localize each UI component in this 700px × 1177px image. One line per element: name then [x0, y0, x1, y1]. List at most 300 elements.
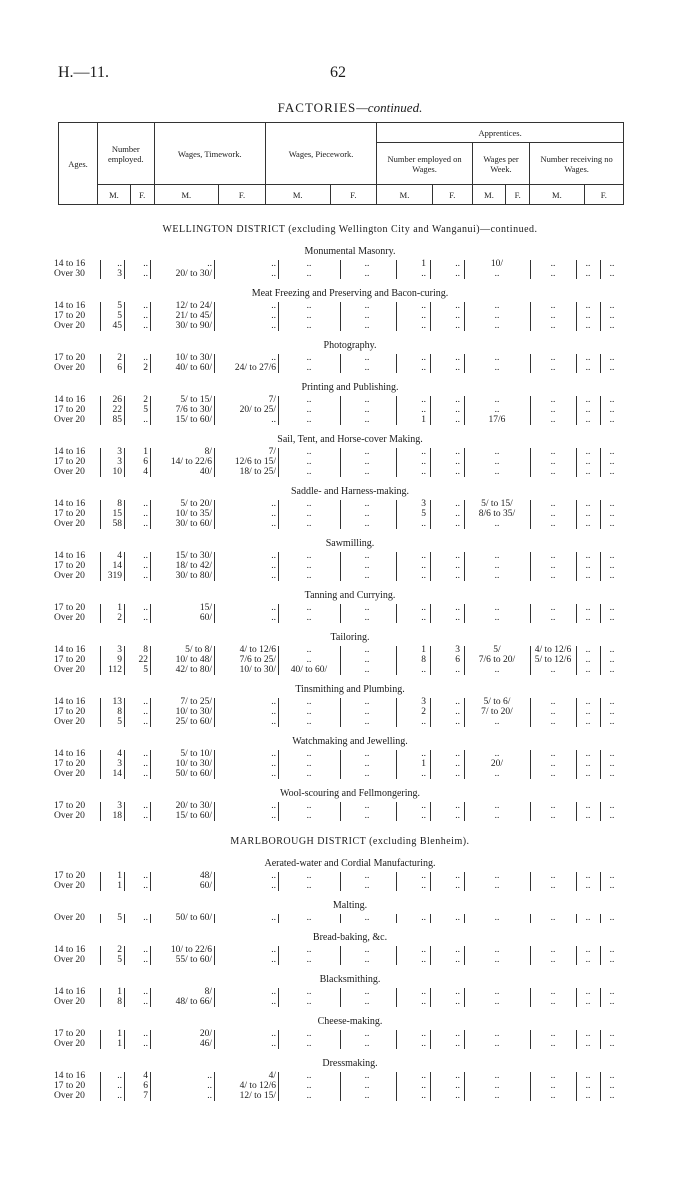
cell-no-wages-m: ..	[585, 801, 591, 811]
column-rule	[124, 802, 125, 821]
column-rule	[600, 802, 601, 821]
cell-number-m: 112	[108, 665, 122, 675]
cell-number-f: ..	[143, 519, 148, 529]
column-rule	[214, 914, 215, 923]
cell-timework-f: ..	[271, 717, 276, 727]
cell-app-number-f: ..	[455, 447, 460, 457]
cell-timework-f: 10/ to 30/	[239, 665, 276, 675]
cell-timework-m: 10/ to 30/	[175, 707, 212, 717]
column-rule	[340, 750, 341, 779]
title-suffix: —continued.	[356, 100, 423, 115]
cell-no-wages-f: ..	[609, 1081, 615, 1091]
cell-age: 17 to 20	[54, 353, 86, 363]
cell-app-wages-m: ..	[494, 749, 500, 759]
cell-number-f: ..	[143, 269, 148, 279]
column-rule	[530, 750, 531, 779]
cell-piecework-f: ..	[364, 499, 370, 509]
cell-number-f: ..	[143, 1039, 148, 1049]
cell-timework-f: ..	[271, 871, 276, 881]
cell-app-wages-m: ..	[494, 881, 500, 891]
cell-app-number-f: ..	[455, 395, 460, 405]
cell-app-number-f: ..	[455, 571, 460, 581]
cell-no-wages-f: ..	[609, 311, 615, 321]
column-rule	[100, 1072, 101, 1101]
cell-piecework-f: ..	[364, 955, 370, 965]
cell-app-wages-f: ..	[550, 571, 556, 581]
cell-timework-f: ..	[271, 415, 276, 425]
table-row	[0, 997, 700, 1007]
column-rule	[530, 1030, 531, 1049]
cell-no-wages-m: ..	[585, 645, 591, 655]
cell-piecework-f: ..	[364, 447, 370, 457]
cell-app-wages-m: 10/	[490, 259, 504, 269]
column-rule	[430, 396, 431, 425]
column-rule	[576, 802, 577, 821]
cell-number-m: 4	[117, 551, 122, 561]
column-rule	[278, 354, 279, 373]
table-row	[0, 311, 700, 321]
cell-number-f: ..	[143, 499, 148, 509]
cell-piecework-m: ..	[306, 603, 312, 613]
column-rule	[576, 552, 577, 581]
cell-piecework-f: ..	[364, 665, 370, 675]
cell-app-wages-m: ..	[494, 311, 500, 321]
column-rule	[278, 988, 279, 1007]
cell-age: 17 to 20	[54, 707, 86, 717]
column-rule	[576, 914, 577, 923]
table-row	[0, 561, 700, 571]
cell-number-m: 22	[112, 405, 122, 415]
cell-timework-m: 20/	[199, 1029, 212, 1039]
column-rule	[430, 552, 431, 581]
district-heading: MARLBOROUGH DISTRICT (excluding Blenheim).	[230, 836, 470, 847]
cell-app-number-m: ..	[421, 1039, 426, 1049]
cell-piecework-m: ..	[306, 415, 312, 425]
col-m: M.	[265, 185, 330, 205]
column-rule	[396, 750, 397, 779]
cell-app-number-m: ..	[421, 945, 426, 955]
cell-piecework-f: ..	[364, 945, 370, 955]
cell-app-number-m: ..	[421, 769, 426, 779]
cell-timework-m: ..	[207, 1091, 212, 1101]
table-row	[0, 811, 700, 821]
cell-app-number-m: ..	[421, 749, 426, 759]
cell-age: Over 20	[54, 519, 85, 529]
cell-number-m: 15	[112, 509, 122, 519]
cell-timework-m: 7/6 to 30/	[175, 405, 212, 415]
table-row	[0, 955, 700, 965]
cell-app-wages-m: 5/ to 6/	[483, 697, 511, 707]
cell-no-wages-f: ..	[609, 717, 615, 727]
cell-no-wages-f: ..	[609, 1029, 615, 1039]
cell-app-number-m: ..	[421, 405, 426, 415]
column-rule	[464, 914, 465, 923]
cell-age: 14 to 16	[54, 259, 86, 269]
cell-app-number-m: ..	[421, 997, 426, 1007]
cell-timework-f: ..	[271, 311, 276, 321]
cell-app-number-m: ..	[421, 801, 426, 811]
cell-piecework-m: ..	[306, 311, 312, 321]
cell-no-wages-f: ..	[609, 997, 615, 1007]
column-rule	[576, 698, 577, 727]
cell-piecework-f: ..	[364, 259, 370, 269]
cell-number-m: 2	[117, 353, 122, 363]
cell-app-number-m: ..	[421, 571, 426, 581]
column-rule	[430, 354, 431, 373]
cell-number-f: 8	[143, 645, 148, 655]
cell-piecework-m: ..	[306, 467, 312, 477]
cell-piecework-f: ..	[364, 509, 370, 519]
cell-timework-m: 30/ to 90/	[175, 321, 212, 331]
cell-number-f: ..	[143, 987, 148, 997]
cell-app-number-m: ..	[421, 881, 426, 891]
cell-app-number-m: ..	[421, 1081, 426, 1091]
column-rule	[530, 646, 531, 675]
cell-age: 17 to 20	[54, 801, 86, 811]
cell-timework-m: 50/ to 60/	[175, 769, 212, 779]
column-rule	[464, 646, 465, 675]
table-row	[0, 519, 700, 529]
cell-no-wages-f: ..	[609, 259, 615, 269]
cell-piecework-m: ..	[306, 259, 312, 269]
column-rule	[530, 946, 531, 965]
cell-app-wages-m: ..	[494, 987, 500, 997]
column-rule	[340, 354, 341, 373]
table-row	[0, 1091, 700, 1101]
column-rule	[530, 988, 531, 1007]
cell-app-number-f: ..	[455, 987, 460, 997]
column-rule	[600, 302, 601, 331]
col-wages-piecework: Wages, Piecework.	[265, 123, 376, 185]
cell-number-f: ..	[143, 415, 148, 425]
cell-number-m: 4	[117, 749, 122, 759]
cell-app-number-f: 3	[455, 645, 460, 655]
cell-no-wages-f: ..	[609, 1071, 615, 1081]
col-ages: Ages.	[59, 123, 98, 205]
column-rule	[464, 500, 465, 529]
cell-no-wages-m: ..	[585, 913, 591, 923]
table-row	[0, 769, 700, 779]
table-row	[0, 269, 700, 279]
cell-piecework-f: ..	[364, 561, 370, 571]
column-rule	[340, 988, 341, 1007]
table-row	[0, 913, 700, 923]
cell-no-wages-m: ..	[585, 363, 591, 373]
cell-app-wages-m: ..	[494, 945, 500, 955]
cell-app-wages-f: ..	[550, 519, 556, 529]
cell-no-wages-m: ..	[585, 707, 591, 717]
column-rule	[278, 698, 279, 727]
cell-age: 17 to 20	[54, 759, 86, 769]
trade-heading: Meat Freezing and Preserving and Bacon-curing.	[251, 288, 449, 299]
cell-app-wages-m: ..	[494, 447, 500, 457]
cell-timework-f: 7/	[268, 395, 276, 405]
column-rule	[124, 500, 125, 529]
cell-age: 17 to 20	[54, 655, 86, 665]
cell-number-f: ..	[143, 717, 148, 727]
cell-age: 17 to 20	[54, 509, 86, 519]
column-rule	[214, 802, 215, 821]
column-rule	[214, 750, 215, 779]
cell-piecework-f: ..	[364, 613, 370, 623]
cell-app-wages-m: ..	[494, 603, 500, 613]
cell-app-wages-f: ..	[550, 697, 556, 707]
cell-app-wages-m: ..	[494, 1029, 500, 1039]
trade-heading: Malting.	[332, 900, 368, 911]
cell-app-number-m: ..	[421, 269, 426, 279]
column-rule	[124, 946, 125, 965]
cell-number-m: 3	[117, 645, 122, 655]
cell-number-f: ..	[143, 1029, 148, 1039]
column-rule	[278, 500, 279, 529]
column-rule	[100, 552, 101, 581]
cell-timework-m: 10/ to 30/	[175, 759, 212, 769]
cell-timework-f: 4/ to 12/6	[239, 1081, 276, 1091]
column-rule	[396, 914, 397, 923]
cell-piecework-m: ..	[306, 945, 312, 955]
cell-number-m: 5	[117, 301, 122, 311]
cell-number-f: ..	[143, 945, 148, 955]
column-rule	[124, 872, 125, 891]
cell-number-f: ..	[143, 801, 148, 811]
cell-timework-f: ..	[271, 955, 276, 965]
cell-timework-m: 15/	[199, 603, 212, 613]
cell-no-wages-m: ..	[585, 945, 591, 955]
cell-timework-f: ..	[271, 707, 276, 717]
column-rule	[340, 448, 341, 477]
cell-app-wages-m: ..	[494, 301, 500, 311]
cell-app-number-m: ..	[421, 987, 426, 997]
cell-app-number-m: ..	[421, 561, 426, 571]
cell-no-wages-m: ..	[585, 269, 591, 279]
trade-heading: Watchmaking and Jewelling.	[292, 736, 408, 747]
trade-heading: Cheese-making.	[317, 1016, 383, 1027]
cell-number-m: 9	[117, 655, 122, 665]
cell-timework-m: 60/	[199, 881, 212, 891]
cell-piecework-m: ..	[306, 519, 312, 529]
column-rule	[464, 302, 465, 331]
cell-piecework-m: ..	[306, 571, 312, 581]
cell-piecework-m: ..	[306, 405, 312, 415]
column-rule	[278, 946, 279, 965]
cell-app-number-m: ..	[421, 1029, 426, 1039]
cell-piecework-m: ..	[306, 997, 312, 1007]
cell-app-wages-m: ..	[494, 613, 500, 623]
column-rule	[124, 1072, 125, 1101]
column-rule	[430, 946, 431, 965]
cell-no-wages-f: ..	[609, 749, 615, 759]
cell-timework-f: ..	[271, 769, 276, 779]
table-row	[0, 871, 700, 881]
cell-age: 17 to 20	[54, 871, 86, 881]
cell-app-wages-f: ..	[550, 881, 556, 891]
cell-no-wages-m: ..	[585, 1029, 591, 1039]
table-row	[0, 645, 700, 655]
cell-app-wages-f: ..	[550, 1071, 556, 1081]
table-row	[0, 881, 700, 891]
cell-no-wages-m: ..	[585, 997, 591, 1007]
cell-number-m: 85	[112, 415, 122, 425]
cell-piecework-m: ..	[306, 1081, 312, 1091]
column-rule	[600, 946, 601, 965]
cell-piecework-f: ..	[364, 363, 370, 373]
column-rule	[150, 1030, 151, 1049]
column-rule	[214, 604, 215, 623]
column-rule	[396, 872, 397, 891]
cell-number-m: 5	[117, 311, 122, 321]
column-rule	[340, 500, 341, 529]
column-rule	[576, 646, 577, 675]
cell-app-wages-m: ..	[494, 1039, 500, 1049]
column-rule	[340, 260, 341, 279]
column-rule	[278, 396, 279, 425]
cell-app-wages-f: ..	[550, 259, 556, 269]
column-rule	[150, 988, 151, 1007]
cell-no-wages-f: ..	[609, 955, 615, 965]
cell-age: 14 to 16	[54, 749, 86, 759]
column-rule	[340, 302, 341, 331]
column-rule	[150, 500, 151, 529]
cell-timework-f: ..	[271, 945, 276, 955]
cell-number-f: 6	[143, 1081, 148, 1091]
cell-app-number-f: ..	[455, 603, 460, 613]
cell-app-number-f: ..	[455, 717, 460, 727]
cell-app-wages-f: ..	[550, 759, 556, 769]
cell-app-number-m: ..	[421, 519, 426, 529]
column-rule	[124, 988, 125, 1007]
column-rule	[430, 302, 431, 331]
cell-no-wages-m: ..	[585, 613, 591, 623]
column-rule	[464, 448, 465, 477]
cell-piecework-f: ..	[364, 1029, 370, 1039]
table-row	[0, 457, 700, 467]
cell-no-wages-m: ..	[585, 769, 591, 779]
cell-app-wages-m: 8/6 to 35/	[478, 509, 516, 519]
column-rule	[576, 750, 577, 779]
cell-app-wages-f: ..	[550, 955, 556, 965]
column-rule	[124, 396, 125, 425]
table-row	[0, 551, 700, 561]
cell-piecework-m: ..	[306, 457, 312, 467]
column-rule	[600, 396, 601, 425]
cell-app-wages-f: ..	[550, 311, 556, 321]
cell-no-wages-m: ..	[585, 1039, 591, 1049]
cell-timework-m: 30/ to 80/	[175, 571, 212, 581]
cell-timework-m: 42/ to 80/	[175, 665, 212, 675]
col-app-wages-per-week: Wages per Week.	[472, 143, 529, 185]
cell-piecework-f: ..	[364, 551, 370, 561]
cell-age: 14 to 16	[54, 1071, 86, 1081]
table-row	[0, 707, 700, 717]
column-rule	[396, 802, 397, 821]
cell-age: 17 to 20	[54, 561, 86, 571]
column-rule	[100, 302, 101, 331]
column-rule	[576, 500, 577, 529]
cell-no-wages-m: ..	[585, 301, 591, 311]
report-code: H.—11.	[58, 64, 109, 81]
cell-piecework-m: ..	[306, 551, 312, 561]
cell-number-m: 3	[117, 759, 122, 769]
cell-number-m: 5	[117, 955, 122, 965]
cell-age: 14 to 16	[54, 697, 86, 707]
column-rule	[100, 500, 101, 529]
cell-piecework-m: ..	[306, 509, 312, 519]
cell-app-number-f: ..	[455, 1091, 460, 1101]
cell-timework-f: ..	[271, 613, 276, 623]
column-rule	[600, 646, 601, 675]
column-rule	[100, 604, 101, 623]
cell-app-number-f: ..	[455, 301, 460, 311]
column-rule	[430, 1072, 431, 1101]
trade-heading: Photography.	[323, 340, 377, 351]
cell-app-wages-f: ..	[550, 447, 556, 457]
column-rule	[576, 260, 577, 279]
column-rule	[464, 604, 465, 623]
table-row	[0, 467, 700, 477]
cell-timework-m: ..	[207, 259, 212, 269]
col-m: M.	[154, 185, 219, 205]
cell-piecework-f: ..	[364, 881, 370, 891]
column-rule	[124, 302, 125, 331]
cell-app-wages-f: ..	[550, 665, 556, 675]
column-rule	[150, 750, 151, 779]
cell-app-number-m: ..	[421, 613, 426, 623]
cell-app-wages-m: ..	[494, 405, 500, 415]
cell-no-wages-m: ..	[585, 717, 591, 727]
cell-app-number-m: ..	[421, 363, 426, 373]
cell-number-m: 3	[117, 457, 122, 467]
column-rule	[124, 646, 125, 675]
cell-app-number-m: ..	[421, 395, 426, 405]
cell-timework-f: 18/ to 25/	[239, 467, 276, 477]
table-row	[0, 697, 700, 707]
column-rule	[340, 1072, 341, 1101]
cell-app-wages-m: ..	[494, 665, 500, 675]
cell-number-m: 3	[117, 447, 122, 457]
cell-timework-m: 25/ to 60/	[175, 717, 212, 727]
cell-piecework-m: ..	[306, 1039, 312, 1049]
column-rule	[150, 354, 151, 373]
cell-timework-m: 30/ to 60/	[175, 519, 212, 529]
table-row	[0, 945, 700, 955]
cell-piecework-f: ..	[364, 1071, 370, 1081]
cell-piecework-m: ..	[306, 645, 312, 655]
cell-no-wages-m: ..	[585, 655, 591, 665]
column-rule	[340, 552, 341, 581]
column-rule	[340, 1030, 341, 1049]
cell-app-wages-f: ..	[550, 871, 556, 881]
cell-timework-f: ..	[271, 561, 276, 571]
cell-app-wages-f: ..	[550, 749, 556, 759]
cell-piecework-f: ..	[364, 353, 370, 363]
cell-piecework-m: ..	[306, 811, 312, 821]
cell-number-m: 14	[112, 561, 122, 571]
cell-timework-m: 50/ to 60/	[175, 913, 212, 923]
column-rule	[340, 802, 341, 821]
cell-piecework-f: ..	[364, 717, 370, 727]
cell-piecework-f: ..	[364, 645, 370, 655]
table-row	[0, 1081, 700, 1091]
col-apprentices: Apprentices.	[377, 123, 624, 143]
cell-timework-f: 12/6 to 15/	[234, 457, 276, 467]
cell-no-wages-f: ..	[609, 613, 615, 623]
column-rule	[530, 1072, 531, 1101]
column-rule	[430, 872, 431, 891]
cell-age: Over 20	[54, 571, 85, 581]
cell-no-wages-m: ..	[585, 321, 591, 331]
column-rule	[124, 448, 125, 477]
cell-piecework-m: ..	[306, 987, 312, 997]
